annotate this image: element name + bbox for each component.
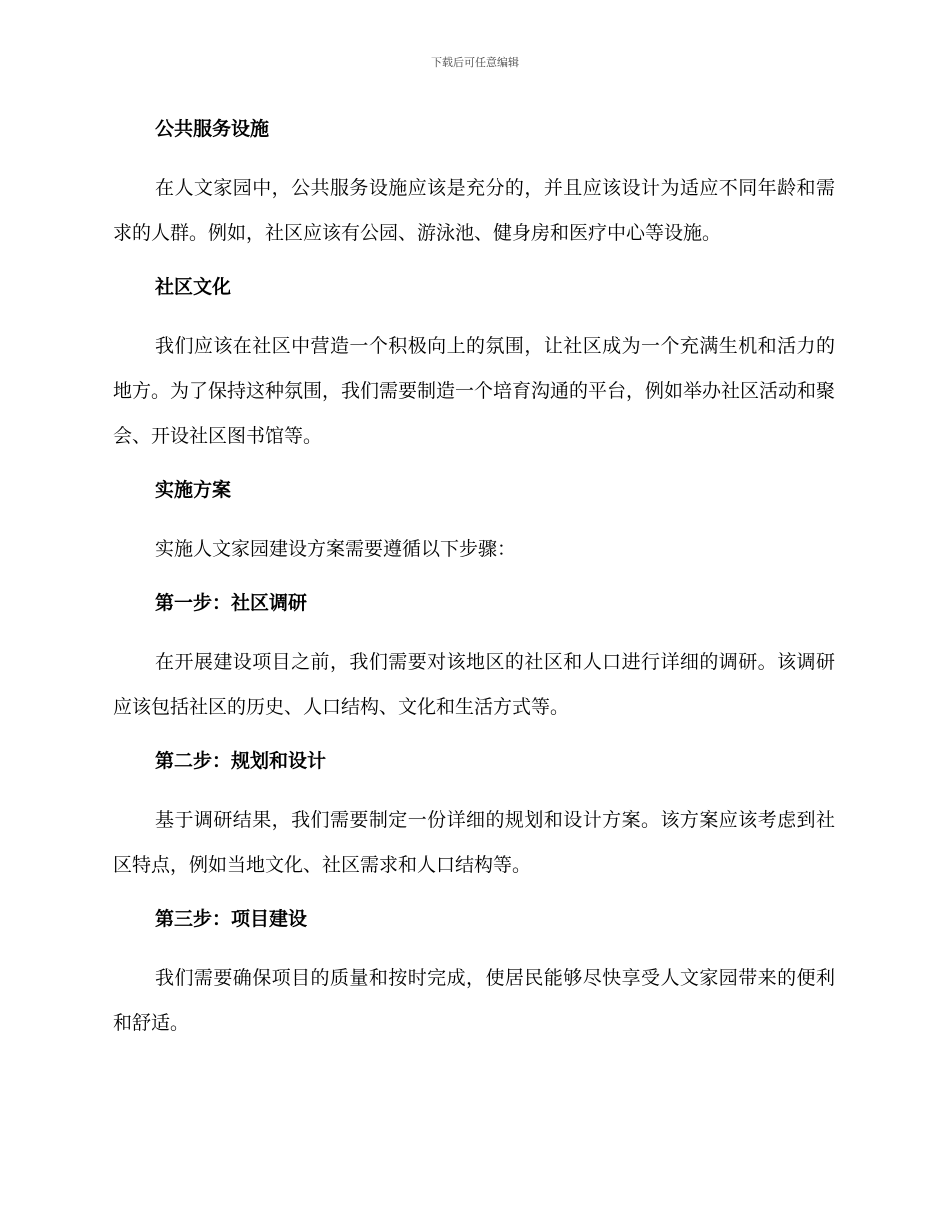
section-heading-step1: 第一步：社区调研: [155, 592, 308, 614]
section-paragraph-public-services: 在人文家园中，公共服务设施应该是充分的，并且应该设计为适应不同年龄和需求的人群。例如，社区应该有公园、游泳池、健身房和医疗中心等设施。: [113, 177, 835, 244]
section-heading-implementation: 实施方案: [155, 479, 232, 501]
section-paragraph-implementation: 实施人文家园建设方案需要遵循以下步骤：: [155, 538, 517, 560]
section-paragraph-step2: 基于调研结果，我们需要制定一份详细的规划和设计方案。该方案应该考虑到社区特点，例如当地文化、社区需求和人口结构等。: [113, 809, 835, 876]
section-paragraph-step3: 我们需要确保项目的质量和按时完成，使居民能够尽快享受人文家园带来的便利和舒适。: [113, 967, 835, 1034]
section-heading-step2: 第二步：规划和设计: [155, 750, 327, 772]
document-body: [113, 112, 835, 1046]
section-heading-community-culture: 社区文化: [155, 276, 232, 298]
section-paragraph-step1: 在开展建设项目之前，我们需要对该地区的社区和人口进行详细的调研。该调研应该包括社区的历史、人口结构、文化和生活方式等。: [113, 651, 835, 718]
header-note: 下载后可任意编辑: [431, 56, 519, 69]
section-paragraph-community-culture: 我们应该在社区中营造一个积极向上的氛围，让社区成为一个充满生机和活力的地方。为了保持这种氛围，我们需要制造一个培育沟通的平台，例如举办社区活动和聚会、开设社区图书馆等。: [113, 335, 836, 447]
section-heading-step3: 第三步：项目建设: [155, 908, 308, 930]
section-heading-public-services: 公共服务设施: [155, 118, 270, 140]
